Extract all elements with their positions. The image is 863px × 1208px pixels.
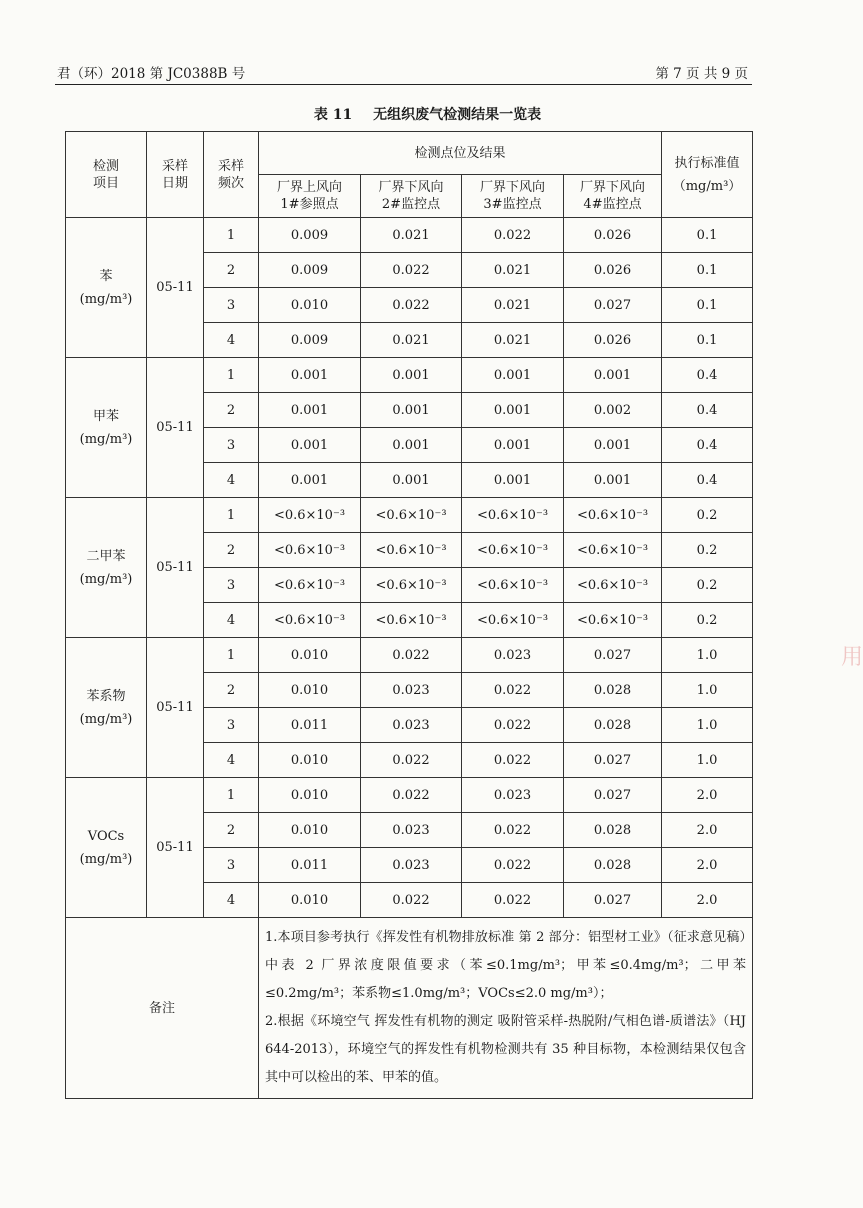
result-value: 0.001 xyxy=(361,358,462,393)
result-value: 0.022 xyxy=(361,253,462,288)
result-value: <0.6×10⁻³ xyxy=(361,533,462,568)
result-value: 0.001 xyxy=(564,358,662,393)
result-value: <0.6×10⁻³ xyxy=(564,533,662,568)
sample-frequency: 1 xyxy=(204,778,259,813)
result-value: 0.021 xyxy=(462,323,564,358)
sample-frequency: 2 xyxy=(204,533,259,568)
result-value: 0.001 xyxy=(462,463,564,498)
result-value: 0.028 xyxy=(564,848,662,883)
sample-frequency: 3 xyxy=(204,708,259,743)
result-value: 0.001 xyxy=(361,428,462,463)
result-value: 0.009 xyxy=(259,218,361,253)
result-value: 0.022 xyxy=(462,743,564,778)
standard-value: 0.2 xyxy=(662,533,753,568)
header-point-1: 厂界上风向 1#参照点 xyxy=(259,175,361,218)
sample-frequency: 2 xyxy=(204,253,259,288)
result-value: 0.002 xyxy=(564,393,662,428)
result-value: 0.011 xyxy=(259,848,361,883)
result-value: 0.026 xyxy=(564,218,662,253)
result-value: 0.026 xyxy=(564,323,662,358)
result-value: 0.022 xyxy=(361,743,462,778)
result-value: 0.001 xyxy=(259,393,361,428)
result-value: 0.021 xyxy=(462,253,564,288)
header-item: 检测 项目 xyxy=(66,132,147,218)
result-value: <0.6×10⁻³ xyxy=(259,498,361,533)
standard-value: 0.4 xyxy=(662,463,753,498)
result-value: <0.6×10⁻³ xyxy=(361,568,462,603)
table-title: 无组织废气检测结果一览表 xyxy=(373,107,542,123)
result-value: 0.021 xyxy=(361,218,462,253)
result-value: 0.026 xyxy=(564,253,662,288)
result-value: 0.010 xyxy=(259,743,361,778)
result-value: <0.6×10⁻³ xyxy=(462,533,564,568)
result-value: 0.022 xyxy=(462,673,564,708)
result-value: <0.6×10⁻³ xyxy=(462,498,564,533)
result-value: <0.6×10⁻³ xyxy=(564,603,662,638)
note-2: 2.根据《环境空气 挥发性有机物的测定 吸附管采样-热脱附/气相色谱-质谱法》（HJ 644-2013），环境空气的挥发性有机物检测共有 35 种目标物，本检测结果仅包含其中可以检出的苯、甲苯的值。 xyxy=(265,1014,747,1085)
pollutant-name: VOCs (mg/m³) xyxy=(66,778,147,918)
result-value: 0.028 xyxy=(564,708,662,743)
result-value: 0.021 xyxy=(462,288,564,323)
sample-frequency: 2 xyxy=(204,393,259,428)
result-value: 0.010 xyxy=(259,778,361,813)
note-1: 1.本项目参考执行《挥发性有机物排放标准 第 2 部分：铝型材工业》（征求意见稿）中表 2 厂界浓度限值要求（苯≤0.1mg/m³；甲苯≤0.4mg/m³；二甲苯≤0.2mg/m³；苯系物≤1.0mg/m³；VOCs≤2.0 mg/m³）； xyxy=(265,930,747,1001)
page-indicator: 第 7 页 共 9 页 xyxy=(655,66,748,82)
result-value: <0.6×10⁻³ xyxy=(259,533,361,568)
result-value: 0.023 xyxy=(361,813,462,848)
header-points-group: 检测点位及结果 xyxy=(259,132,662,175)
result-value: <0.6×10⁻³ xyxy=(361,603,462,638)
notes-label: 备注 xyxy=(66,918,259,1099)
standard-value: 0.4 xyxy=(662,358,753,393)
sample-frequency: 4 xyxy=(204,463,259,498)
result-value: <0.6×10⁻³ xyxy=(259,568,361,603)
sample-frequency: 2 xyxy=(204,813,259,848)
header-point-4: 厂界下风向 4#监控点 xyxy=(564,175,662,218)
result-value: 0.027 xyxy=(564,288,662,323)
result-value: 0.010 xyxy=(259,673,361,708)
notes-text xyxy=(259,918,753,1099)
sample-frequency: 4 xyxy=(204,603,259,638)
page-header xyxy=(55,58,752,85)
result-value: 0.009 xyxy=(259,253,361,288)
standard-value: 2.0 xyxy=(662,778,753,813)
result-value: 0.028 xyxy=(564,813,662,848)
result-value: 0.001 xyxy=(462,428,564,463)
table-row xyxy=(66,638,753,673)
table-row xyxy=(66,218,753,253)
standard-value: 0.4 xyxy=(662,428,753,463)
result-value: 0.022 xyxy=(361,288,462,323)
sample-frequency: 1 xyxy=(204,638,259,673)
sample-frequency: 4 xyxy=(204,743,259,778)
notes-row xyxy=(66,918,753,1099)
result-value: 0.023 xyxy=(361,848,462,883)
result-value: 0.022 xyxy=(462,848,564,883)
result-value: 0.023 xyxy=(462,638,564,673)
result-value: 0.023 xyxy=(361,708,462,743)
sample-date: 05-11 xyxy=(147,778,204,918)
sample-frequency: 1 xyxy=(204,498,259,533)
standard-value: 1.0 xyxy=(662,638,753,673)
result-value: 0.027 xyxy=(564,778,662,813)
result-value: 0.023 xyxy=(462,778,564,813)
result-value: <0.6×10⁻³ xyxy=(462,603,564,638)
standard-value: 0.4 xyxy=(662,393,753,428)
result-value: 0.009 xyxy=(259,323,361,358)
header-point-2: 厂界下风向 2#监控点 xyxy=(361,175,462,218)
standard-value: 1.0 xyxy=(662,673,753,708)
sample-frequency: 3 xyxy=(204,848,259,883)
result-value: 0.022 xyxy=(462,813,564,848)
sample-frequency: 3 xyxy=(204,568,259,603)
header-standard: 执行标准值 （mg/m³） xyxy=(662,132,753,218)
result-value: 0.001 xyxy=(564,428,662,463)
sample-date: 05-11 xyxy=(147,358,204,498)
result-value: <0.6×10⁻³ xyxy=(361,498,462,533)
result-value: 0.010 xyxy=(259,288,361,323)
standard-value: 2.0 xyxy=(662,848,753,883)
result-value: 0.021 xyxy=(361,323,462,358)
sample-date: 05-11 xyxy=(147,638,204,778)
header-frequency: 采样 频次 xyxy=(204,132,259,218)
sample-frequency: 1 xyxy=(204,218,259,253)
sample-date: 05-11 xyxy=(147,218,204,358)
table-caption xyxy=(0,104,855,124)
result-value: 0.022 xyxy=(462,883,564,918)
pollutant-name: 甲苯 (mg/m³) xyxy=(66,358,147,498)
result-value: <0.6×10⁻³ xyxy=(259,603,361,638)
sample-frequency: 3 xyxy=(204,288,259,323)
standard-value: 0.2 xyxy=(662,603,753,638)
standard-value: 1.0 xyxy=(662,743,753,778)
pollutant-name: 二甲苯 (mg/m³) xyxy=(66,498,147,638)
result-value: 0.027 xyxy=(564,638,662,673)
table-number: 表 11 xyxy=(313,107,353,123)
standard-value: 0.1 xyxy=(662,253,753,288)
result-value: 0.010 xyxy=(259,813,361,848)
result-value: 0.001 xyxy=(361,463,462,498)
sample-frequency: 4 xyxy=(204,323,259,358)
pollutant-name: 苯系物 (mg/m³) xyxy=(66,638,147,778)
result-value: 0.001 xyxy=(259,428,361,463)
result-value: <0.6×10⁻³ xyxy=(564,498,662,533)
result-value: 0.023 xyxy=(361,673,462,708)
result-value: <0.6×10⁻³ xyxy=(564,568,662,603)
result-value: 0.011 xyxy=(259,708,361,743)
result-value: 0.022 xyxy=(361,778,462,813)
pollutant-name: 苯 (mg/m³) xyxy=(66,218,147,358)
standard-value: 0.1 xyxy=(662,288,753,323)
result-value: 0.001 xyxy=(462,358,564,393)
result-value: 0.001 xyxy=(259,358,361,393)
standard-value: 0.2 xyxy=(662,568,753,603)
result-value: 0.001 xyxy=(361,393,462,428)
sample-frequency: 3 xyxy=(204,428,259,463)
result-value: 0.001 xyxy=(564,463,662,498)
table-row xyxy=(66,778,753,813)
standard-value: 0.2 xyxy=(662,498,753,533)
result-value: 0.010 xyxy=(259,638,361,673)
result-value: <0.6×10⁻³ xyxy=(462,568,564,603)
standard-value: 2.0 xyxy=(662,813,753,848)
sample-frequency: 2 xyxy=(204,673,259,708)
sample-date: 05-11 xyxy=(147,498,204,638)
seal-fragment: 用 xyxy=(841,645,863,670)
sample-frequency: 4 xyxy=(204,883,259,918)
standard-value: 1.0 xyxy=(662,708,753,743)
header-date: 采样 日期 xyxy=(147,132,204,218)
result-value: 0.001 xyxy=(462,393,564,428)
result-value: 0.027 xyxy=(564,883,662,918)
sample-frequency: 1 xyxy=(204,358,259,393)
result-value: 0.028 xyxy=(564,673,662,708)
result-value: 0.022 xyxy=(462,708,564,743)
standard-value: 2.0 xyxy=(662,883,753,918)
results-table xyxy=(65,131,753,1099)
result-value: 0.001 xyxy=(259,463,361,498)
table-row xyxy=(66,358,753,393)
standard-value: 0.1 xyxy=(662,218,753,253)
result-value: 0.010 xyxy=(259,883,361,918)
result-value: 0.022 xyxy=(361,883,462,918)
standard-value: 0.1 xyxy=(662,323,753,358)
result-value: 0.022 xyxy=(462,218,564,253)
table-row xyxy=(66,498,753,533)
report-number: 君（环）2018 第 JC0388B 号 xyxy=(57,66,246,82)
result-value: 0.027 xyxy=(564,743,662,778)
result-value: 0.022 xyxy=(361,638,462,673)
header-point-3: 厂界下风向 3#监控点 xyxy=(462,175,564,218)
